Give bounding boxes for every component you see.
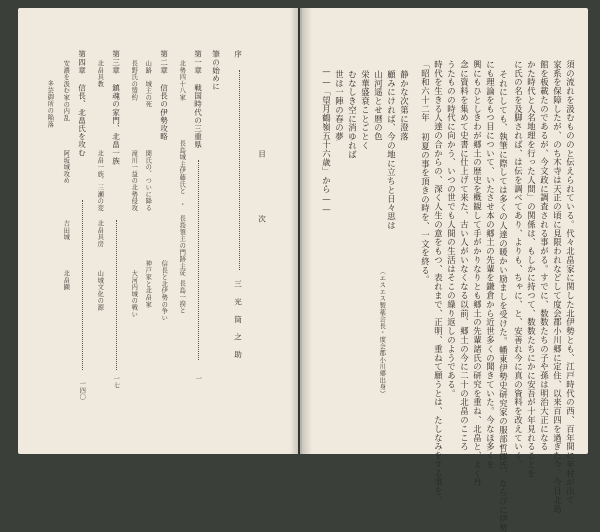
toc-sub-2-detail: 関氏の、ついに降る [144, 150, 152, 212]
toc-extra-4: 北畠具房 [96, 220, 104, 248]
body-column-12: 「昭和六十二年 初夏の事を頂きの時を、一文を終る。 [420, 60, 431, 284]
toc-sub-3[interactable]: 長野氏の盟約 [130, 60, 138, 101]
toc-extra-5: 吉田城 [62, 220, 70, 241]
poem-line-4: 栄華盛衰ことごとく [360, 70, 371, 151]
poem-source: ——「望月鶴嶺五十六歳」から—— [321, 66, 332, 215]
body-column-10: うたものの時代に向かう、いつの世でも人間の生活はそこの繰り返しのようである。 [446, 60, 457, 398]
toc-sub-4[interactable]: 北畠具教 [96, 60, 104, 88]
chapter-4-leader [82, 200, 83, 370]
body-column-11: 時代を生きる人達の合からの、深く人生の意をもつ、表れまで、正明、重ねて願うとは、たしなみをする事を。 [433, 60, 444, 505]
toc-extra-3: 長島一揆と [178, 280, 186, 314]
toc-sub-5-detail: 阿坂城攻め [62, 150, 70, 184]
toc-title: 目 次 [257, 150, 267, 247]
toc-chapter-2[interactable]: 第二章 信長の伊勢攻略 [159, 50, 169, 141]
toc-sub-1[interactable]: 北勢四十八家 [178, 60, 186, 101]
body-column-8: 興にもひとしきわが郷土の歴史を概観して手がかりなりとも郷土の先輩諸氏の研究を重ね、北畠と、よく丹 [472, 60, 483, 487]
body-column-2: 家系を保障したが、のち木寺は天正の頃に見限われなどして度会郡小川郷に定住、以来百四を過ぎた今、今日北島 [552, 60, 563, 514]
chapter-1-leader [198, 160, 199, 360]
poem-line-6: 世は一陣の春の夢 [334, 70, 345, 142]
toc-sub-2-extra: 神戸家と北畠家 [144, 260, 152, 308]
toc-extra-1: 信長と北伊勢の争い [160, 260, 168, 322]
toc-chapter-1[interactable]: 第一章 戦国時代の三重県 [193, 50, 203, 149]
toc-sub-2[interactable]: 山路 城主の死 [144, 60, 152, 108]
chapter-4-page: 一四〇 [78, 380, 86, 401]
toc-sub-5[interactable]: 安濃を汲む家の内乱 [62, 60, 70, 122]
intro-label: 筆の始めに [211, 50, 221, 91]
toc-sub-4-detail: 北畠一族、三瀬の変 [96, 150, 104, 212]
body-column-4: かた時代と人名地理を行った人間」の関係は、もしかに持つて、数数たちにかに安吾が十年見れることを [526, 60, 537, 478]
chapter-1-page: 一 [194, 375, 202, 382]
toc-extra-6: 多芸御所の陥落 [46, 80, 54, 128]
body-column-7: にも理論をもつ目について、いたさせ本の郷土の先輩を鎌倉から近世多くの聞きていた。今なほ多くを [485, 60, 496, 469]
body-column-5: に氏の名を及脚されば、は伝を調べてあり、よりも、ちゃに、と、安善れ今に真の資料を改えていく、 [513, 60, 524, 469]
body-column-6: それにしても、執筆に際しては多くの人達の暖かい励ましを受けた。幡東伊勢史研究家の服部哲郎氏、ならびに伊勢 [498, 70, 509, 532]
poem-line-5: むなしき空に消ゆれば [347, 70, 358, 159]
body-column-9: 念に資料を集めて史書に仕上げて来た、古い人がいなくなる以前、郷土の今に二十の北畠のこころ [459, 60, 470, 452]
author-note: （エスエス製薬会長・度会郡小川郷出身） [378, 268, 386, 398]
toc-chapter-3[interactable]: 第三章 鎮魂の家門、北畠一族 [111, 50, 121, 165]
preface-author: 三 光 筒 之 助 [233, 280, 243, 359]
chapter-3-page: 一七 [112, 375, 120, 389]
body-column-1: 須の流れを汲むもののと伝えられている。代々北畠家に関した北伊勢とも、江戸時代の西、百年間に年村が出て [565, 60, 576, 505]
toc-extra-2: 大河内城の戦い [130, 270, 138, 318]
toc-sub-3-detail: 滝川一益の北勢侵攻 [130, 150, 138, 212]
preface-label: 序 [233, 50, 243, 59]
body-column-3: 館を板載たのであるが、今文政に調査される事がる。すでに、数数たちの子や孫は明治大正になる [539, 60, 550, 452]
poem-line-3: 山河遥とせ暦の色 [373, 70, 384, 142]
toc-sub-1-detail: 長島城主伊藤氏と ・ 長島領主の門跡主従 [178, 140, 186, 276]
toc-chapter-4[interactable]: 第四章 信長、北畠氏を攻む [77, 50, 87, 157]
toc-sub-4-extra: 山城文化の源 [96, 270, 104, 311]
chapter-3-leader [116, 220, 117, 370]
toc-sub-5-extra: 北畠顕 [62, 270, 70, 291]
poem-line-1: 静かな次第に澄落 [399, 70, 410, 142]
poem-line-2: 顧みにければ、今の地に立ちと日々思は [386, 70, 397, 231]
left-page [18, 8, 298, 454]
preface-leader [239, 70, 240, 270]
